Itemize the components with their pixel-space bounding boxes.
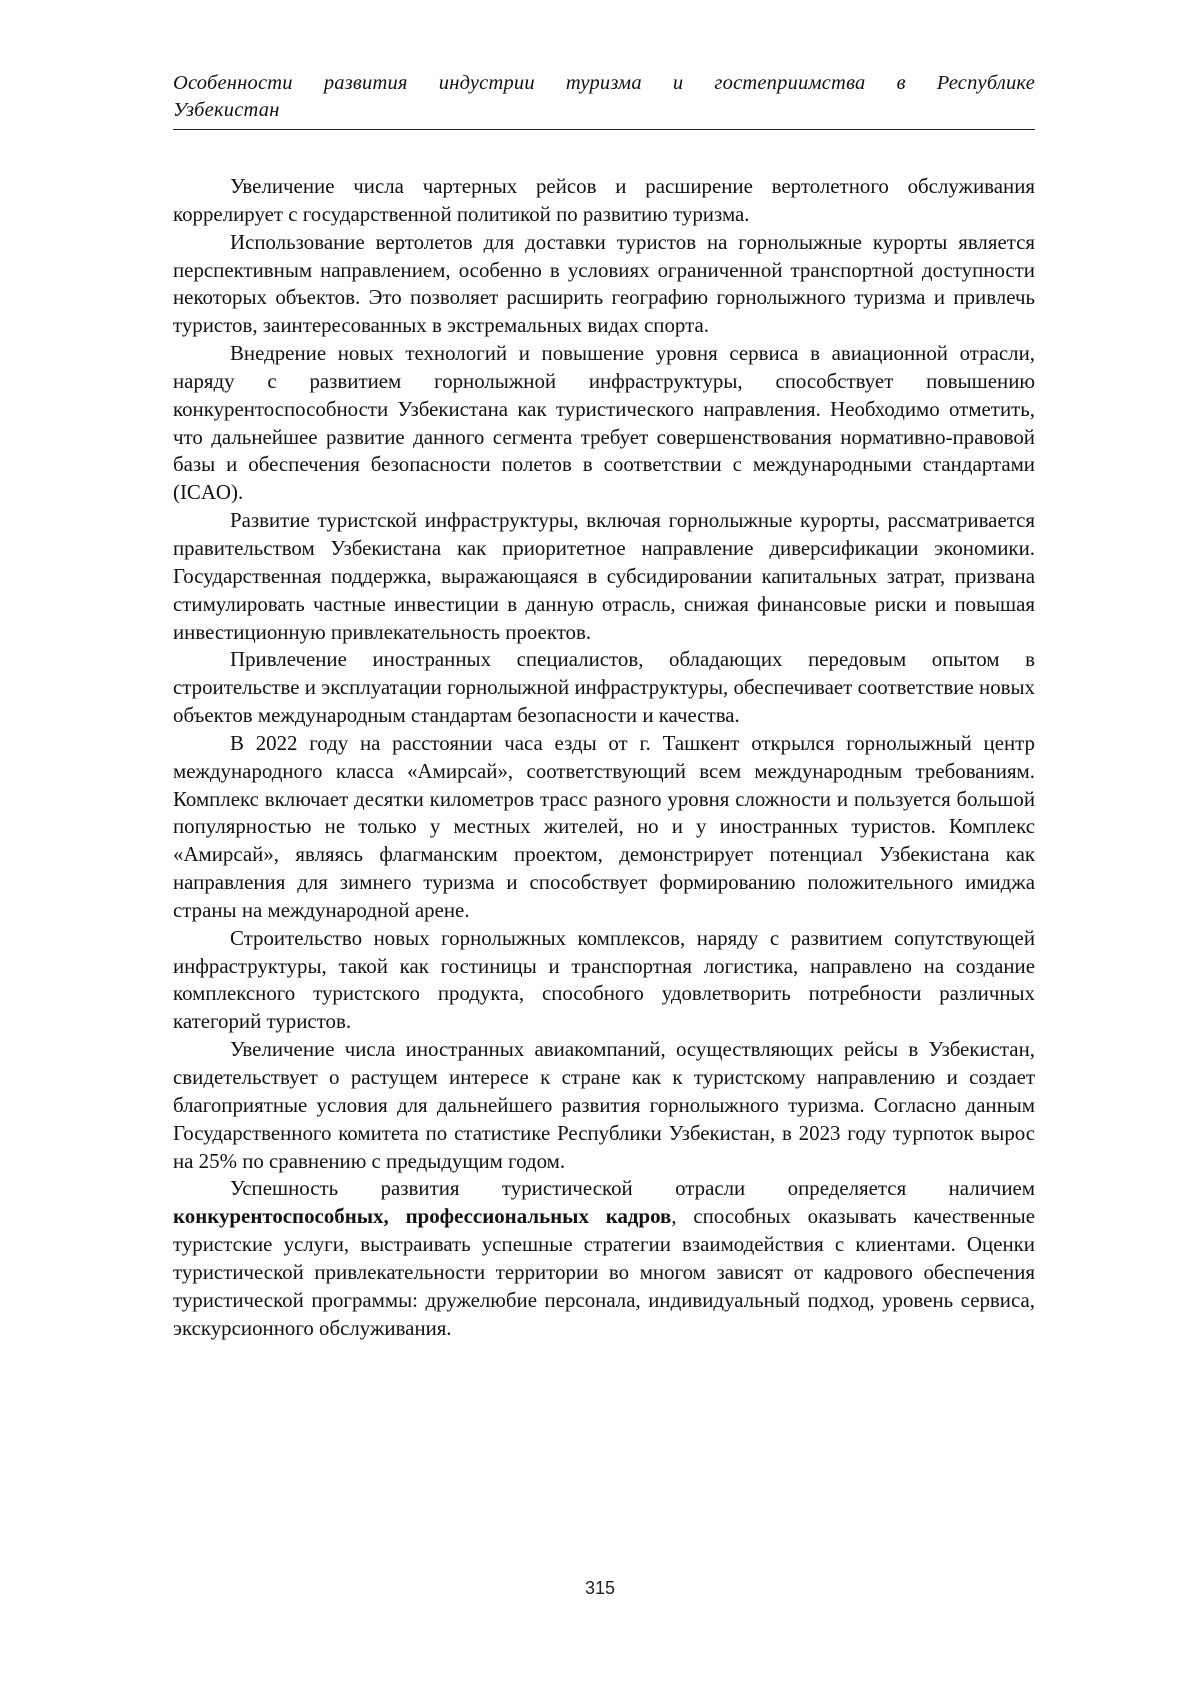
paragraph-9-lead: Успешность развития туристической отрасли определяется наличием [230, 1176, 1035, 1201]
running-header [173, 70, 1035, 124]
paragraph-9-rest: , способных оказывать качественные туристские услуги, выстраивать успешные стратегии взаимодействия с клиентами. Оценки туристической привлекательности территории во многом зависят от кадрового обеспечения туристической программы: дружелюбие персонала, индивидуальный подход, уровень сервиса, экскурсионного обслуживания. [173, 1204, 1035, 1340]
header-title-line-1: Особенности развития индустрии туризма и гостеприимства в Республике [173, 72, 1035, 94]
header-divider [173, 129, 1035, 130]
paragraph-7: Строительство новых горнолыжных комплексов, наряду с развитием сопутствующей инфраструктуры, такой как гостиницы и транспортная логистика, направлено на создание комплексного туристского продукта, способного удовлетворить потребности различных категорий туристов. [173, 925, 1035, 1034]
page-number: 315 [584, 1578, 616, 1598]
paragraph-9-emphasis: конкурентоспособных, профессиональных кадров [173, 1204, 672, 1229]
body-text [173, 173, 1035, 1342]
paragraph-1: Увеличение числа чартерных рейсов и расширение вертолетного обслуживания коррелирует с государственной политикой по развитию туризма. [173, 174, 1035, 226]
paragraph-2: Использование вертолетов для доставки туристов на горнолыжные курорты является перспективным направлением, особенно в условиях ограниченной транспортной доступности некоторых объектов. Это позволяет расширить географию горнолыжного туризма и привлечь туристов, заинтересованных в экстремальных видах спорта. [173, 229, 1035, 338]
paragraph-8: Увеличение числа иностранных авиакомпаний, осуществляющих рейсы в Узбекистан, свидетельствует о растущем интересе к стране как к туристскому направлению и создает благоприятные условия для дальнейшего развития горнолыжного туризма. Согласно данным Государственного комитета по статистике Республики Узбекистан, в 2023 году турпоток вырос на 25% по сравнению с предыдущим годом. [173, 1037, 1035, 1173]
paragraph-5: Привлечение иностранных специалистов, обладающих передовым опытом в строительстве и эксплуатации горнолыжной инфраструктуры, обеспечивает соответствие новых объектов международным стандартам безопасности и качества. [173, 647, 1035, 728]
paragraph-9 [173, 1175, 1035, 1342]
paragraph-4: Развитие туристской инфраструктуры, включая горнолыжные курорты, рассматривается правительством Узбекистана как приоритетное направление диверсификации экономики. Государственная поддержка, выражающаяся в субсидировании капитальных затрат, призвана стимулировать частные инвестиции в данную отрасль, снижая финансовые риски и повышая инвестиционную привлекательность проектов. [173, 508, 1035, 644]
paragraph-6: В 2022 году на расстоянии часа езды от г. Ташкент открылся горнолыжный центр международного класса «Амирсай», соответствующий всем международным требованиям. Комплекс включает десятки километров трасс разного уровня сложности и пользуется большой популярностью не только у местных жителей, но и у иностранных туристов. Комплекс «Амирсай», являясь флагманским проектом, демонстрирует потенциал Узбекистана как направления для зимнего туризма и способствует формированию положительного имиджа страны на международной арене. [173, 730, 1035, 922]
paragraph-3: Внедрение новых технологий и повышение уровня сервиса в авиационной отрасли, наряду с развитием горнолыжной инфраструктуры, способствует повышению конкурентоспособности Узбекистана как туристического направления. Необходимо отметить, что дальнейшее развитие данного сегмента требует совершенствования нормативно-правовой базы и обеспечения безопасности полетов в соответствии с международными стандартами (ICAO). [173, 341, 1035, 505]
header-title-line-2: Узбекистан [173, 99, 280, 121]
